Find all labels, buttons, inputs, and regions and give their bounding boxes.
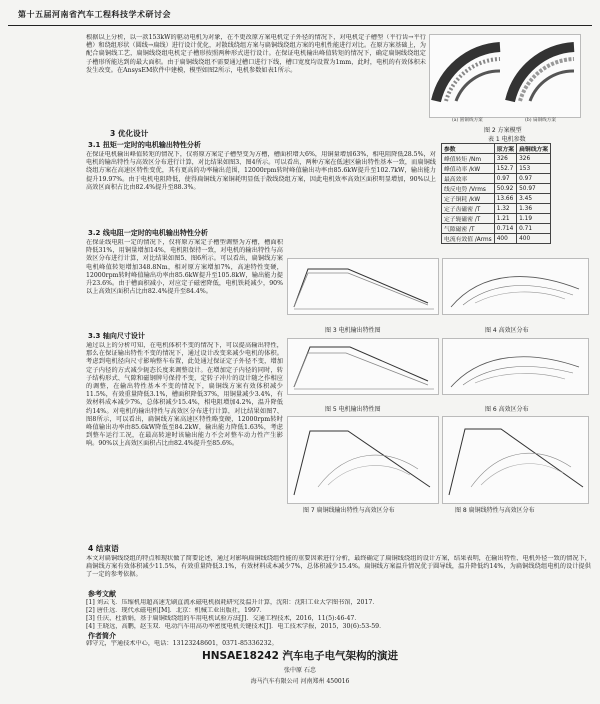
fig2-sub-a: (a) 圆铜线方案 bbox=[452, 118, 483, 123]
table-row bbox=[442, 194, 551, 204]
flat-wire-plot-7 bbox=[288, 417, 438, 503]
section-4-heading: 4 结束语 bbox=[88, 544, 119, 553]
section-3-3-paragraph: 通过以上的分析可知，在电机体积不变的情况下，可以提高输出特性，那么在保证输出特性不变的情况下，通过设计改变来减少电机的体积。考虑到电机径向尺寸影响整车布置，此处通过保证定子外径不变，增加定子内径的方式减少轭态长度来调整设计。在增加定子内径的同时，转子结构形式、气隙和磁钢牌号保持不变，定转子冲片的设计随之作相应的调整，在输出特性基本不变的情况下，扁铜线方案有效体积减少11.5%，有效重量降低3.1%，槽面积降低37%，用铜量减少3.4%，有效材料成本减少7%，总体积减少15.4%，相电阻增加4.2%，温升降低约14%。对电机的输出特性与高效区分布进行计算，对比结果如图7、图8所示，可以看出，扁铜线方案高速区特性略变硬，12000rpm转时峰值输出功率由85.6kW降低至84.2kW，输出能力降低1.63%，考虑到整车运行工况，在最高转速时该输出能力不会对整车动力性产生影响。90%以上高效区面积占比由82.4%提升至85.6%。 bbox=[86, 342, 283, 448]
references-heading: 参考文献 bbox=[88, 590, 116, 598]
stator-model-a bbox=[436, 47, 500, 101]
torque-curve-plot-3 bbox=[288, 259, 438, 314]
table-row bbox=[442, 184, 551, 194]
table-cell: 0.97 bbox=[517, 174, 551, 184]
table-cell: 3.45 bbox=[517, 194, 551, 204]
table-cell: 1.21 bbox=[494, 214, 516, 224]
fig4-caption: 图 4 高效区分布 bbox=[485, 327, 529, 334]
table-cell: 153 bbox=[517, 164, 551, 174]
table-cell: 400 bbox=[517, 234, 551, 244]
efficiency-map-plot-4 bbox=[443, 259, 588, 314]
figure-4 bbox=[442, 258, 589, 315]
table-cell: 50.92 bbox=[494, 184, 516, 194]
section-3-2-paragraph: 在保证线电阻一定的情况下，仅将原方案定子槽型调整为方槽，槽面积降低31%，用铜量增加14%，电机阻保持一致，对电机的输出特性与高效区分布进行计算，对比结果如图5、图6所示。可以看出，扁铜线方案电机峰值转矩增加348.8Nm，相对原方案增加7%，高速特性变硬，12000rpm转时峰值输出功率由85.6kW提升至105.8kW，输出能力提升23.6%。由于槽面积减小，对应定子磁密降低，电机铁耗减少，90%以上高效区面积占比由82.4%提升至84.4%。 bbox=[86, 239, 283, 296]
next-article-affiliation: 海马汽车有限公司 河南郑州 450016 bbox=[250, 678, 350, 685]
table1-caption: 表 1 电机参数 bbox=[488, 136, 526, 143]
header-rule bbox=[8, 25, 592, 26]
efficiency-map-plot-6 bbox=[443, 339, 588, 394]
table-row bbox=[442, 214, 551, 224]
reference-item: [1] 刘云飞．压缩机用超高速无刷直流永磁电机损耗研究及温升计算，沈阳：沈阳工业大学图书馆，2017． bbox=[86, 599, 379, 606]
table-header-cell: 扁铜线方案 bbox=[517, 144, 551, 154]
table-row bbox=[442, 174, 551, 184]
table-cell: 1.32 bbox=[494, 204, 516, 214]
running-header bbox=[8, 9, 592, 23]
figure-5 bbox=[287, 338, 439, 395]
author-info: 韩守元，宇通技术中心，电话：13123248601，0371-85336232。 bbox=[86, 640, 278, 647]
table-cell: 0.714 bbox=[494, 224, 516, 234]
table-cell: 152.7 bbox=[494, 164, 516, 174]
table-row bbox=[442, 164, 551, 174]
fig5-caption: 图 5 电机输出特性图 bbox=[325, 406, 381, 413]
section-3-3-heading: 3.3 轴向尺寸设计 bbox=[88, 332, 145, 340]
reference-item: [2] 唐任远．现代永磁电机[M]．北京：机械工业出版社，1997． bbox=[86, 607, 266, 614]
table-header-cell: 原方案 bbox=[494, 144, 516, 154]
table-row bbox=[442, 224, 551, 234]
table-cell: 50.97 bbox=[517, 184, 551, 194]
table-cell: 400 bbox=[494, 234, 516, 244]
torque-curve-plot-5 bbox=[288, 339, 438, 394]
conclusion-paragraph: 本文对扁铜线绕组的特点和现状做了简要论述，通过对影响扁铜线绕组性能的重要因素进行分析，最终确定了扁铜线绕组的设计方案，结果表明，在输出特性、电机外径一致的情况下，扁铜线方案有效体积减少11.5%，有效重量降低3.1%，有效材料成本减少7%，总体积减少15.4%。扁铜线方案温升情况优于圆导线，温升降低约14%，为扁铜线绕组电机的设计提供了一定的参考依据。 bbox=[86, 555, 591, 579]
table-row bbox=[442, 234, 551, 244]
table-cell: 0.71 bbox=[517, 224, 551, 234]
table-row bbox=[442, 154, 551, 164]
journal-title: 第十五届河南省汽车工程科技学术研讨会 bbox=[18, 10, 171, 19]
fig3-caption: 图 3 电机输出特性图 bbox=[325, 327, 381, 334]
table-cell: 定子铜耗 /kW bbox=[442, 194, 495, 204]
table-cell: 定子齿磁密 /T bbox=[442, 204, 495, 214]
table-cell: 气隙磁密 /T bbox=[442, 224, 495, 234]
fig8-caption: 图 8 扁铜线特性与高效区分布 bbox=[455, 507, 535, 514]
section-3-1-paragraph: 在保证电机输出峰值转矩的情况下，仅将原方案定子槽型变为方槽，槽面积增大6%，用铜量增加63%，相电阻降低28.5%，对电机的输出特性与高效区分布进行计算，对比结果如图3、图4所示。可以看出，两种方案在低速区输出特性基本一致，而扁铜线绕组方案在高速区特性变优，其有更高的功率输出范围，12000rpm转时峰值输出功率由85.6kW提升至102.7kW，输出能力提升19.97%。由于电机电阻降低，使得扁铜线方案铜耗明显低于散线绕组方案，因此电机效率高效区面积明显增加，90%以上高效区面积占比由82.4%提升至88.3%。 bbox=[86, 151, 436, 191]
table-header-row bbox=[442, 144, 551, 154]
fig2-sub-b: (b) 扁铜线方案 bbox=[525, 118, 556, 123]
figure-6 bbox=[442, 338, 589, 395]
figure-2 bbox=[429, 34, 581, 118]
stator-model-drawings bbox=[430, 35, 580, 107]
table-cell: 定子轭磁密 /T bbox=[442, 214, 495, 224]
section-3-heading: 3 优化设计 bbox=[110, 129, 149, 138]
fig6-caption: 图 6 高效区分布 bbox=[485, 406, 529, 413]
table-cell: 峰值功率 /kW bbox=[442, 164, 495, 174]
flat-wire-plot-8 bbox=[443, 417, 588, 503]
author-heading: 作者简介 bbox=[88, 632, 116, 640]
intro-paragraph: 根据以上分析，以一款153kW的驱动电机为对象，在不更改原方案电机定子外径的情况下，对电机定子槽型（平行齿→平行槽）和绕组形状（圆线→扁线）进行设计优化，对散线绕组方案与扁铜线绕组方案的电机性能进行对比。在原方案基础上，为配合扁铜线工艺，扁铜线绕组电机定子槽形按照两种形式进行设计。在保证电机输出峰值转矩的情况下，确定扁铜线绕组定子槽形所能达到的最大面积。由于扁铜线绕组不需要通过槽口进行下线，槽口宽度均设置为1mm，此时，电机的有效体积未发生改变。在AnsysEM软件中建模，模型如图2所示，电机参数如表1所示。 bbox=[86, 34, 426, 74]
table-cell: 326 bbox=[494, 154, 516, 164]
table-cell: 最高效率 bbox=[442, 174, 495, 184]
fig2-caption: 图 2 方案模型 bbox=[484, 127, 522, 134]
table-cell: 线反电势 /Vrms bbox=[442, 184, 495, 194]
table-cell: 电流有效值 /Arms bbox=[442, 234, 495, 244]
figure-7 bbox=[287, 416, 439, 504]
table-cell: 峰值转矩 /Nm bbox=[442, 154, 495, 164]
table-header-cell: 参数 bbox=[442, 144, 495, 154]
reference-item: [3] 任庆，杜新娟，基于扁铜线绕组的车用电机试验方法[J]．交通工程技术，2016，11(5):46-47． bbox=[86, 615, 361, 622]
fig7-caption: 图 7 扁铜线输出特性与高效区分布 bbox=[303, 507, 395, 514]
reference-item: [4] 王晓远，高鹏，赵玉双．电动汽车用高功率密度电机关键技术[J]．电工技术学报，2015，30(6):53-59． bbox=[86, 623, 386, 630]
table-row bbox=[442, 204, 551, 214]
table-cell: 326 bbox=[517, 154, 551, 164]
figure-3 bbox=[287, 258, 439, 315]
section-3-1-heading: 3.1 扭矩一定时的电机输出特性分析 bbox=[88, 141, 201, 149]
table-cell: 1.19 bbox=[517, 214, 551, 224]
figure-8 bbox=[442, 416, 589, 504]
stator-model-b bbox=[510, 47, 574, 101]
params-table bbox=[441, 143, 551, 244]
table-cell: 1.36 bbox=[517, 204, 551, 214]
table-cell: 13.66 bbox=[494, 194, 516, 204]
next-article-title: HNSAE18242 汽车电子电气架构的演进 bbox=[201, 650, 399, 662]
next-article-authors: 张中原 石忠 bbox=[284, 667, 316, 674]
section-3-2-heading: 3.2 线电阻一定时的电机输出特性分析 bbox=[88, 229, 208, 237]
table-cell: 0.97 bbox=[494, 174, 516, 184]
